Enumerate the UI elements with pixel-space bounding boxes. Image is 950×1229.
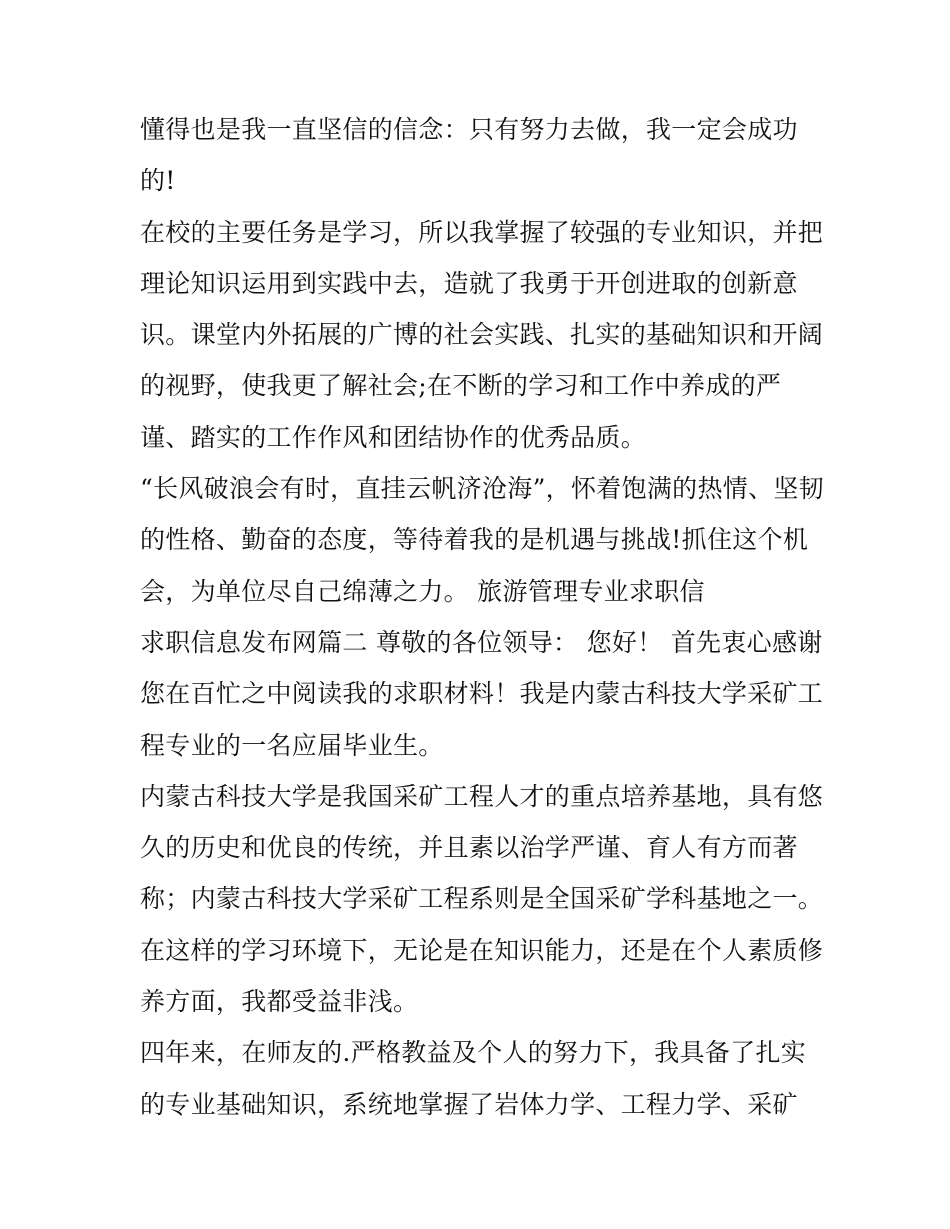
text-line: 在这样的学习环境下，无论是在知识能力，还是在个人素质修	[140, 935, 824, 965]
text-line: 内蒙古科技大学是我国采矿工程人才的重点培养基地，具有悠	[140, 781, 824, 811]
text-line: 求职信息发布网篇二 尊敬的各位领导： 您好！ 首先衷心感谢	[140, 627, 823, 657]
text-line: “长风破浪会有时，直挂云帆济沧海”，怀着饱满的热情、坚韧	[140, 474, 824, 504]
body-text	[140, 104, 824, 1130]
text-line: 久的历史和优良的传统，并且素以治学严谨、育人有方而著	[140, 833, 798, 863]
text-line: 在校的主要任务是学习，所以我掌握了较强的专业知识，并把	[140, 217, 824, 247]
text-line: 程专业的一名应届毕业生。	[140, 730, 444, 760]
text-line: 的视野，使我更了解社会;在不断的学习和工作中养成的严	[140, 371, 782, 401]
text-line: 谨、踏实的工作作风和团结协作的优秀品质。	[140, 422, 647, 452]
text-line: 会，为单位尽自己绵薄之力。 旅游管理专业求职信	[140, 576, 705, 606]
text-line: 识。课堂内外拓展的广博的社会实践、扎实的基础知识和开阔	[140, 320, 824, 350]
text-line: 理论知识运用到实践中去，造就了我勇于开创进取的创新意	[140, 268, 798, 298]
text-line: 称；内蒙古科技大学采矿工程系则是全国采矿学科基地之一。	[140, 884, 824, 914]
text-line: 养方面，我都受益非浅。	[140, 987, 419, 1017]
text-line: 懂得也是我一直坚信的信念：只有努力去做，我一定会成功	[140, 115, 798, 144]
text-line: 的专业基础知识，系统地掌握了岩体力学、工程力学、采矿	[140, 1089, 798, 1119]
text-line: 四年来，在师友的.严格教益及个人的努力下，我具备了扎实	[140, 1038, 807, 1068]
text-line: 您在百忙之中阅读我的求职材料！我是内蒙古科技大学采矿工	[140, 679, 824, 709]
text-line: 的!	[140, 166, 176, 196]
text-line: 的性格、勤奋的态度，等待着我的是机遇与挑战!抓住这个机	[140, 525, 809, 555]
